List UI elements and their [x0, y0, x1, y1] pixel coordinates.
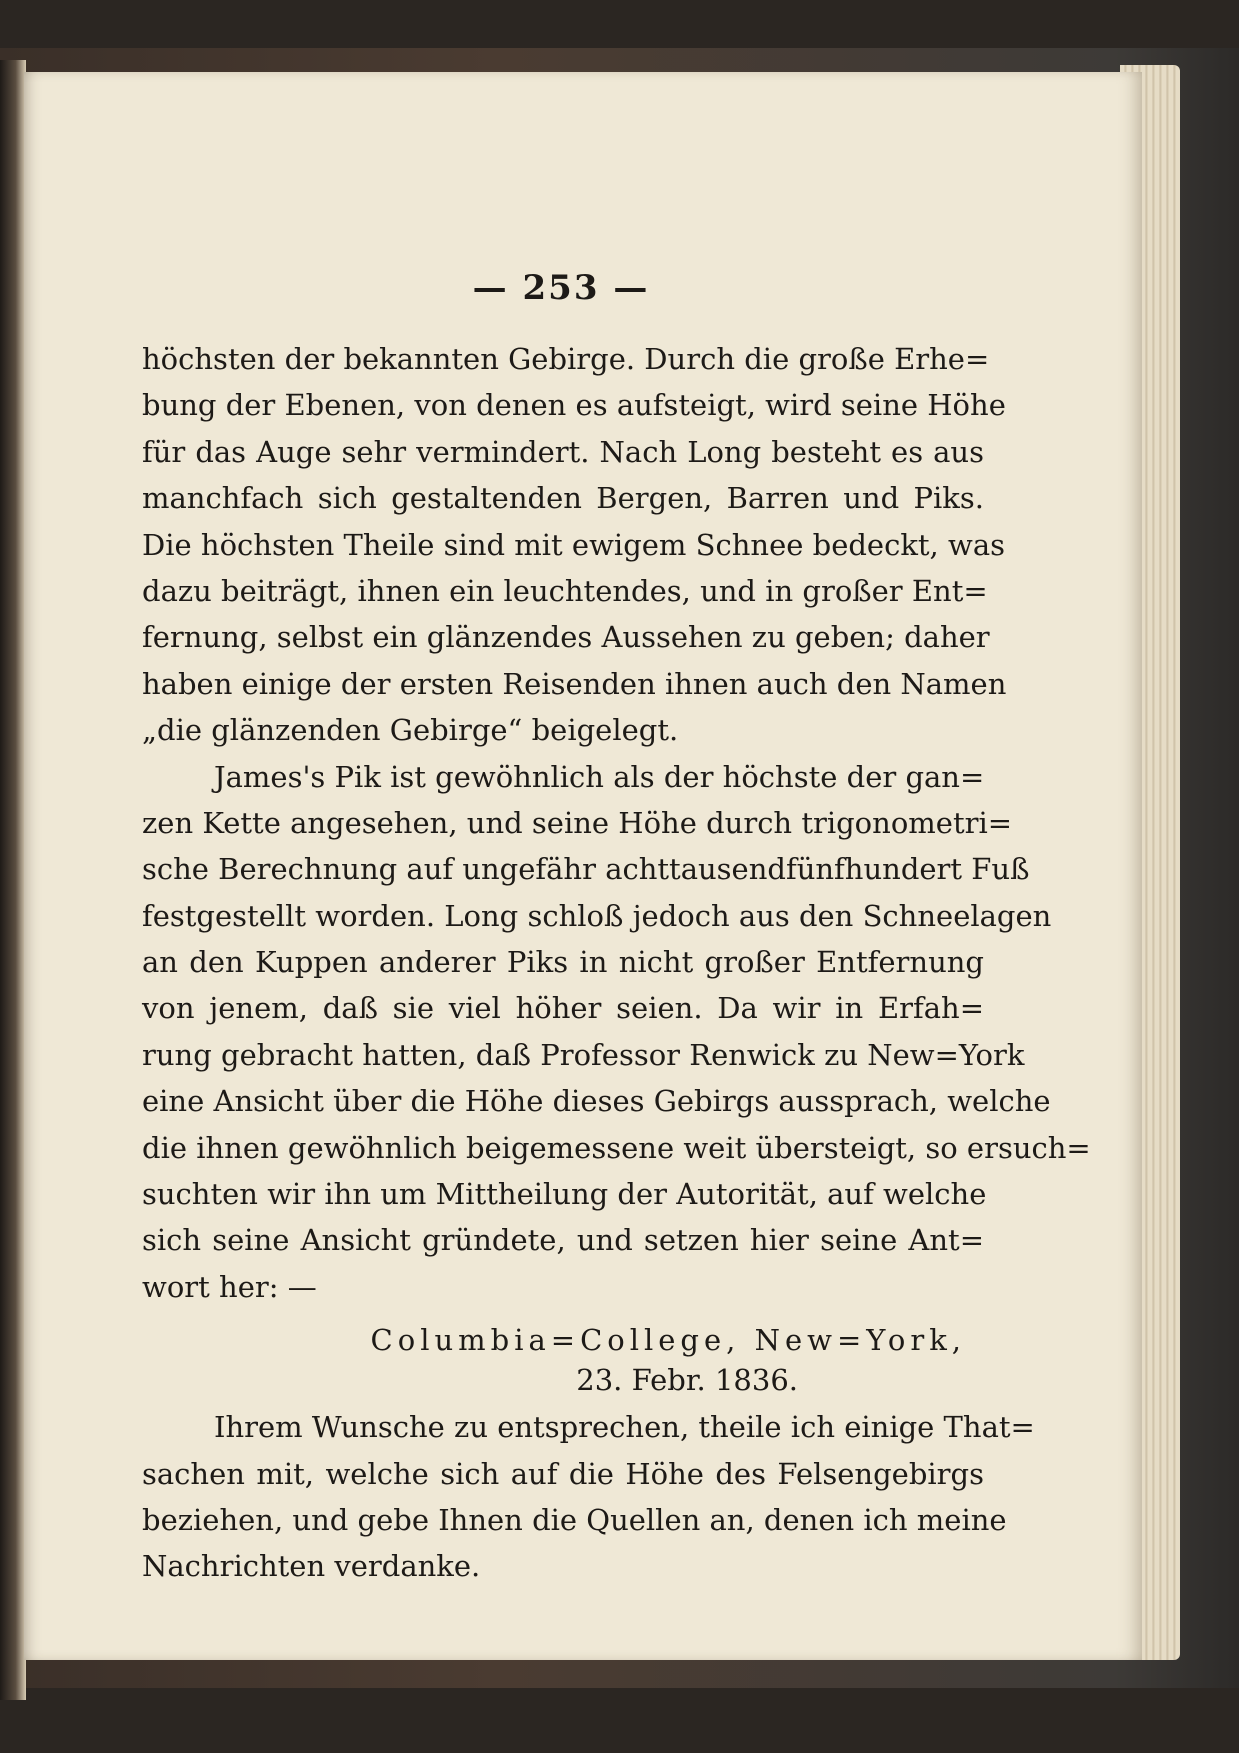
text-line: an den Kuppen anderer Piks in nicht großer Entfernung	[142, 945, 984, 980]
page-number: — 253 —	[472, 268, 650, 308]
text-line: eine Ansicht über die Höhe dieses Gebirgs aussprach, welche	[142, 1084, 1051, 1119]
text-line: suchten wir ihn um Mittheilung der Autorität, auf welche	[142, 1177, 987, 1212]
text-line: die ihnen gewöhnlich beigemessene weit übersteigt, so ersuch=	[142, 1130, 1091, 1165]
text-line: dazu beiträgt, ihnen ein leuchtendes, und in großer Ent=	[142, 573, 988, 608]
text-line: manchfach sich gestaltenden Bergen, Barren und Piks.	[142, 481, 984, 516]
text-line: sche Berechnung auf ungefähr achttausendfünfhundert Fuß	[142, 852, 1030, 887]
text-line: rung gebracht hatten, daß Professor Renwick zu New=York	[142, 1037, 1025, 1072]
text-line: für das Auge sehr vermindert. Nach Long besteht es aus	[142, 434, 984, 469]
paragraph-2	[142, 754, 1091, 1311]
text-line: Nachrichten verdanke.	[142, 1549, 481, 1584]
text-line: höchsten der bekannten Gebirge. Durch die große Erhe=	[142, 342, 990, 376]
text-line: bung der Ebenen, von denen es aufsteigt, wird seine Höhe	[142, 388, 1006, 423]
paragraph-1	[142, 336, 1007, 754]
text-line: Die höchsten Theile sind mit ewigem Schnee bedeckt, was	[142, 527, 1005, 562]
text-line: von jenem, daß sie viel höher seien. Da wir in Erfah=	[142, 991, 984, 1026]
letter-place: Columbia=College, New=York,	[370, 1323, 966, 1358]
text-line: wort her: —	[142, 1269, 317, 1304]
letter-date: 23. Febr. 1836.	[576, 1363, 798, 1398]
text-line: haben einige der ersten Reisenden ihnen auch den Namen	[142, 666, 1007, 701]
page-body	[142, 336, 1091, 1590]
text-line: fernung, selbst ein glänzendes Aussehen zu geben; daher	[142, 620, 990, 655]
text-line: James's Pik ist gewöhnlich als der höchste der gan=	[214, 759, 985, 794]
text-line: sachen mit, welche sich auf die Höhe des Felsengebirgs	[142, 1456, 984, 1491]
text-line: beziehen, und gebe Ihnen die Quellen an, denen ich meine	[142, 1502, 1007, 1537]
book-page	[24, 72, 1142, 1660]
text-line: sich seine Ansicht gründete, und setzen hier seine Ant=	[142, 1223, 984, 1258]
text-line: festgestellt worden. Long schloß jedoch aus den Schneelagen	[142, 898, 1052, 933]
text-line: Ihrem Wunsche zu entsprechen, theile ich einige That=	[214, 1410, 1035, 1445]
letter	[142, 1320, 1035, 1590]
text-line: „die glänzenden Gebirge“ beigelegt.	[142, 713, 679, 748]
facing-page-edge	[0, 60, 26, 1700]
text-line: zen Kette angesehen, und seine Höhe durch trigonometri=	[142, 805, 1013, 840]
